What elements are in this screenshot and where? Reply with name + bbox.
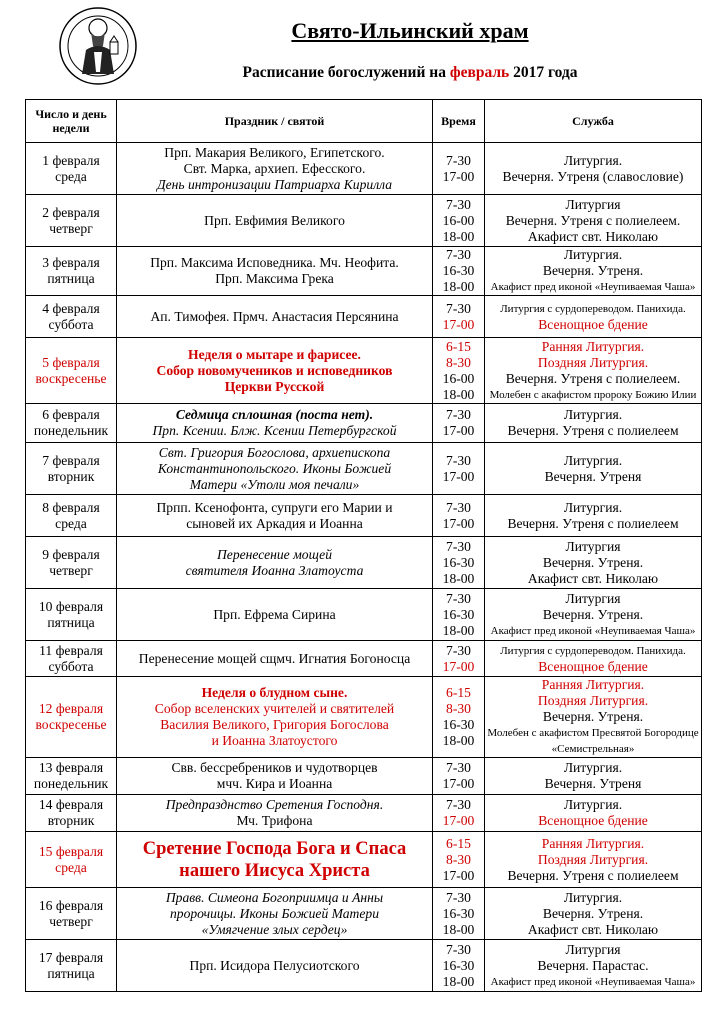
time-line: 7-30 bbox=[446, 247, 471, 262]
service-line: Всенощное бдение bbox=[538, 658, 648, 674]
feast-line: нашего Иисуса Христа bbox=[179, 860, 370, 881]
time-line: 17-00 bbox=[442, 813, 475, 828]
time-cell bbox=[433, 537, 485, 589]
feast-cell bbox=[117, 589, 433, 641]
service-line: Литургия bbox=[565, 590, 621, 606]
feast-cell bbox=[117, 537, 433, 589]
service-line: Литургия с сурдопереводом. Панихида. bbox=[500, 644, 686, 657]
time-line: 18-00 bbox=[442, 622, 475, 638]
feast-line: мчч. Кира и Иоанна bbox=[216, 776, 333, 791]
service-line: Всенощное бдение bbox=[538, 813, 648, 828]
service-line: «Семистрельная» bbox=[551, 743, 635, 755]
service-cell bbox=[485, 832, 702, 888]
date-cell bbox=[26, 296, 117, 338]
feast-line: Свт. Марка, архиеп. Ефесского. bbox=[183, 160, 366, 176]
service-cell bbox=[485, 677, 702, 758]
service-cell bbox=[485, 338, 702, 404]
service-cell bbox=[485, 247, 702, 296]
date-cell bbox=[26, 143, 117, 195]
date-line: пятница bbox=[47, 965, 95, 981]
time-line: 17-00 bbox=[442, 168, 475, 184]
service-line: Литургия с сурдопереводом. Панихида. bbox=[500, 302, 686, 315]
column-header-feast: Праздник / святой bbox=[117, 100, 433, 143]
time-cell bbox=[433, 589, 485, 641]
service-line: Вечерня. Утреня. bbox=[542, 905, 644, 921]
service-cell bbox=[485, 537, 702, 589]
table-row bbox=[26, 338, 702, 404]
table-header-row bbox=[26, 100, 702, 143]
service-line: Вечерня. Утреня bbox=[544, 776, 642, 791]
time-line: 7-30 bbox=[446, 452, 471, 468]
table-row bbox=[26, 940, 702, 992]
service-line: Поздняя Литургия. bbox=[537, 354, 649, 370]
time-line: 16-00 bbox=[442, 370, 475, 386]
feast-line: Прп. Евфимия Великого bbox=[204, 212, 345, 228]
time-cell bbox=[433, 443, 485, 495]
time-line: 6-15 bbox=[446, 685, 471, 700]
feast-line: Мч. Трифона bbox=[236, 813, 313, 828]
column-header-date: Число и день недели bbox=[26, 100, 117, 143]
date-line: 12 февраля bbox=[38, 701, 104, 716]
service-line: Вечерня. Утреня. bbox=[542, 606, 644, 622]
feast-line: Прп. Макария Великого, Египетского. bbox=[164, 144, 385, 160]
service-line: Вечерня. Утреня с полиелеем. bbox=[505, 212, 681, 228]
date-line: 8 февраля bbox=[42, 499, 100, 515]
date-cell bbox=[26, 940, 117, 992]
time-cell bbox=[433, 143, 485, 195]
feast-line: Собор новомучеников и исповедников bbox=[156, 362, 393, 378]
feast-line: Седмица сплошная (поста нет). bbox=[175, 407, 374, 422]
service-line: Литургия bbox=[565, 941, 621, 957]
service-line: Молебен с акафистом пророку Божию Илии bbox=[489, 388, 697, 401]
time-line: 7-30 bbox=[446, 407, 471, 422]
table-row bbox=[26, 795, 702, 832]
feast-cell bbox=[117, 338, 433, 404]
table-row bbox=[26, 143, 702, 195]
table-row bbox=[26, 195, 702, 247]
time-line: 7-30 bbox=[446, 152, 471, 168]
service-line: Ранняя Литургия. bbox=[541, 835, 645, 851]
date-line: 15 февраля bbox=[38, 843, 104, 859]
feast-cell bbox=[117, 143, 433, 195]
feast-line: Матери «Утоли моя печали» bbox=[189, 476, 360, 492]
date-cell bbox=[26, 795, 117, 832]
table-row bbox=[26, 495, 702, 537]
service-cell bbox=[485, 404, 702, 443]
feast-cell bbox=[117, 677, 433, 758]
table-row bbox=[26, 537, 702, 589]
feast-cell bbox=[117, 443, 433, 495]
service-line: Акафист пред иконой «Неупиваемая Чаша» bbox=[490, 281, 696, 293]
service-line: Акафист свт. Николаю bbox=[527, 570, 659, 586]
service-line: Вечерня. Утреня с полиелеем bbox=[507, 423, 679, 438]
time-line: 16-30 bbox=[442, 554, 475, 570]
time-line: 7-30 bbox=[446, 499, 471, 515]
date-line: четверг bbox=[49, 913, 93, 929]
feast-line: Свв. бессребреников и чудотворцев bbox=[171, 760, 378, 775]
table-row bbox=[26, 443, 702, 495]
feast-line: Василия Великого, Григория Богослова bbox=[160, 717, 389, 732]
time-line: 7-30 bbox=[446, 797, 471, 812]
feast-cell bbox=[117, 495, 433, 537]
time-line: 18-00 bbox=[442, 386, 475, 402]
time-line: 7-30 bbox=[446, 300, 471, 316]
feast-line: Ап. Тимофея. Прмч. Анастасия Персянина bbox=[150, 308, 399, 324]
date-line: среда bbox=[55, 859, 87, 875]
date-line: 7 февраля bbox=[42, 452, 100, 468]
date-line: 14 февраля bbox=[38, 797, 104, 812]
time-line: 16-30 bbox=[442, 957, 475, 973]
date-line: понедельник bbox=[33, 776, 109, 791]
time-line: 16-00 bbox=[442, 212, 475, 228]
time-line: 18-00 bbox=[442, 570, 475, 586]
feast-cell bbox=[117, 940, 433, 992]
time-line: 18-00 bbox=[442, 973, 475, 989]
table-row bbox=[26, 296, 702, 338]
time-line: 18-00 bbox=[442, 921, 475, 937]
time-line: 17-00 bbox=[442, 423, 475, 438]
table-row bbox=[26, 832, 702, 888]
feast-cell bbox=[117, 641, 433, 677]
date-line: пятница bbox=[47, 614, 95, 630]
table-row bbox=[26, 641, 702, 677]
table-row bbox=[26, 888, 702, 940]
service-line: Акафист пред иконой «Неупиваемая Чаша» bbox=[490, 975, 696, 988]
feast-line: Прпп. Ксенофонта, супруги его Марии и bbox=[156, 499, 393, 515]
service-line: Поздняя Литургия. bbox=[537, 693, 649, 708]
date-line: среда bbox=[55, 168, 87, 184]
service-line: Вечерня. Утреня. bbox=[542, 709, 644, 724]
time-line: 8-30 bbox=[446, 354, 471, 370]
service-line: Литургия. bbox=[563, 760, 623, 775]
date-line: вторник bbox=[47, 468, 95, 484]
service-cell bbox=[485, 143, 702, 195]
time-line: 16-30 bbox=[442, 263, 475, 278]
time-line: 7-30 bbox=[446, 196, 471, 212]
feast-line: Перенесение мощей сщмч. Игнатия Богоносца bbox=[138, 650, 411, 666]
service-cell bbox=[485, 888, 702, 940]
service-cell bbox=[485, 589, 702, 641]
time-line: 8-30 bbox=[446, 851, 471, 867]
service-line: Вечерня. Парастас. bbox=[537, 957, 649, 973]
time-cell bbox=[433, 195, 485, 247]
time-line: 17-00 bbox=[442, 515, 475, 531]
feast-line: Собор вселенских учителей и святителей bbox=[154, 701, 395, 716]
service-line: Литургия bbox=[565, 196, 621, 212]
time-line: 16-30 bbox=[442, 905, 475, 921]
time-line: 7-30 bbox=[446, 642, 471, 658]
date-line: 1 февраля bbox=[42, 152, 100, 168]
date-line: 6 февраля bbox=[42, 407, 100, 422]
column-header-service: Служба bbox=[485, 100, 702, 143]
time-line: 6-15 bbox=[446, 338, 471, 354]
service-line: Вечерня. Утреня (славословие) bbox=[502, 168, 684, 184]
time-cell bbox=[433, 758, 485, 795]
feast-line: Прп. Максима Грека bbox=[215, 271, 334, 286]
date-line: понедельник bbox=[33, 423, 109, 438]
feast-cell bbox=[117, 195, 433, 247]
time-line: 17-00 bbox=[442, 776, 475, 791]
service-line: Поздняя Литургия. bbox=[537, 851, 649, 867]
date-line: 9 февраля bbox=[42, 546, 100, 562]
date-line: воскресенье bbox=[35, 717, 107, 732]
date-line: 5 февраля bbox=[42, 354, 100, 370]
subtitle-month: февраль bbox=[449, 64, 510, 81]
date-cell bbox=[26, 495, 117, 537]
date-line: 17 февраля bbox=[38, 949, 104, 965]
date-line: четверг bbox=[49, 220, 93, 236]
time-line: 7-30 bbox=[446, 538, 471, 554]
feast-cell bbox=[117, 296, 433, 338]
date-line: вторник bbox=[47, 813, 95, 828]
time-cell bbox=[433, 296, 485, 338]
page-subtitle: Расписание богослужений на февраль 2017 года bbox=[242, 64, 578, 81]
date-line: 11 февраля bbox=[39, 642, 103, 658]
service-line: Акафист пред иконой «Неупиваемая Чаша» bbox=[490, 624, 696, 637]
table-row bbox=[26, 247, 702, 296]
feast-line: Правв. Симеона Богоприимца и Анны bbox=[165, 889, 384, 905]
service-cell bbox=[485, 195, 702, 247]
time-line: 7-30 bbox=[446, 941, 471, 957]
feast-cell bbox=[117, 247, 433, 296]
time-line: 16-30 bbox=[442, 606, 475, 622]
feast-line: Перенесение мощей bbox=[216, 546, 333, 562]
time-cell bbox=[433, 404, 485, 443]
service-line: Литургия. bbox=[563, 247, 623, 262]
service-line: Литургия. bbox=[563, 407, 623, 422]
service-line: Вечерня. Утреня с полиелеем bbox=[507, 867, 679, 883]
feast-line: Прп. Ефрема Сирина bbox=[213, 606, 336, 622]
service-cell bbox=[485, 940, 702, 992]
feast-line: пророчицы. Иконы Божией Матери bbox=[169, 905, 380, 921]
time-cell bbox=[433, 641, 485, 677]
feast-cell bbox=[117, 758, 433, 795]
service-cell bbox=[485, 795, 702, 832]
service-line: Вечерня. Утреня. bbox=[542, 263, 644, 278]
feast-line: Неделя о блудном сыне. bbox=[201, 685, 348, 700]
service-line: Вечерня. Утреня. bbox=[542, 554, 644, 570]
feast-line: Константинопольского. Иконы Божией bbox=[157, 460, 392, 476]
time-line: 8-30 bbox=[446, 701, 471, 716]
time-cell bbox=[433, 338, 485, 404]
feast-line: Церкви Русской bbox=[224, 378, 325, 394]
time-cell bbox=[433, 247, 485, 296]
date-line: четверг bbox=[49, 562, 93, 578]
time-line: 6-15 bbox=[446, 835, 471, 851]
feast-cell bbox=[117, 404, 433, 443]
feast-line: святителя Иоанна Златоуста bbox=[185, 562, 364, 578]
feast-line: Прп. Исидора Пелусиотского bbox=[189, 957, 360, 973]
feast-cell bbox=[117, 795, 433, 832]
date-line: пятница bbox=[47, 271, 95, 286]
feast-line: День интронизации Патриарха Кирилла bbox=[156, 176, 393, 192]
time-line: 7-30 bbox=[446, 889, 471, 905]
date-line: 10 февраля bbox=[38, 598, 104, 614]
time-cell bbox=[433, 795, 485, 832]
service-line: Литургия. bbox=[563, 152, 623, 168]
service-line: Всенощное бдение bbox=[538, 316, 648, 332]
service-cell bbox=[485, 443, 702, 495]
time-cell bbox=[433, 832, 485, 888]
date-line: воскресенье bbox=[35, 370, 107, 386]
service-cell bbox=[485, 296, 702, 338]
time-line: 17-00 bbox=[442, 316, 475, 332]
service-line: Ранняя Литургия. bbox=[541, 338, 645, 354]
table-row bbox=[26, 404, 702, 443]
service-line: Акафист свт. Николаю bbox=[527, 228, 659, 244]
page-title: Свято-Ильинский храм bbox=[291, 18, 529, 43]
feast-cell bbox=[117, 832, 433, 888]
service-cell bbox=[485, 641, 702, 677]
time-line: 18-00 bbox=[442, 279, 475, 294]
time-cell bbox=[433, 940, 485, 992]
service-line: Молебен с акафистом Пресвятой Богородице bbox=[487, 727, 699, 739]
time-cell bbox=[433, 888, 485, 940]
time-line: 18-00 bbox=[442, 228, 475, 244]
service-line: Вечерня. Утреня с полиелеем bbox=[507, 515, 679, 531]
service-line: Литургия bbox=[565, 538, 621, 554]
time-line: 16-30 bbox=[442, 717, 475, 732]
service-line: Акафист свт. Николаю bbox=[527, 921, 659, 937]
date-cell bbox=[26, 404, 117, 443]
feast-line: Неделя о мытаре и фарисее. bbox=[188, 346, 361, 362]
column-header-time: Время bbox=[433, 100, 485, 143]
service-line: Литургия. bbox=[563, 889, 623, 905]
time-cell bbox=[433, 495, 485, 537]
service-line: Вечерня. Утреня с полиелеем. bbox=[505, 370, 681, 386]
date-cell bbox=[26, 758, 117, 795]
date-cell bbox=[26, 589, 117, 641]
feast-line: Сретение Господа Бога и Спаса bbox=[142, 838, 407, 859]
table-row bbox=[26, 589, 702, 641]
date-cell bbox=[26, 888, 117, 940]
service-line: Литургия. bbox=[563, 797, 623, 812]
service-cell bbox=[485, 758, 702, 795]
table-row bbox=[26, 677, 702, 758]
schedule-table bbox=[25, 99, 702, 992]
time-line: 7-30 bbox=[446, 760, 471, 775]
feast-cell bbox=[117, 888, 433, 940]
date-line: среда bbox=[55, 515, 87, 531]
service-cell bbox=[485, 495, 702, 537]
table-row bbox=[26, 758, 702, 795]
time-line: 7-30 bbox=[446, 590, 471, 606]
date-cell bbox=[26, 677, 117, 758]
feast-line: Прп. Ксении. Блж. Ксении Петербургской bbox=[152, 423, 397, 438]
feast-line: Свт. Григория Богослова, архиепископа bbox=[158, 444, 391, 460]
service-line: Литургия. bbox=[563, 499, 623, 515]
time-line: 17-00 bbox=[442, 658, 475, 674]
time-line: 18-00 bbox=[442, 733, 475, 748]
feast-line: и Иоанна Златоустого bbox=[211, 733, 338, 748]
service-line: Ранняя Литургия. bbox=[541, 677, 645, 692]
time-line: 17-00 bbox=[442, 468, 475, 484]
feast-line: «Умягчение злых сердец» bbox=[201, 921, 348, 937]
time-cell bbox=[433, 677, 485, 758]
feast-line: сыновей их Аркадия и Иоанна bbox=[186, 515, 363, 531]
date-cell bbox=[26, 832, 117, 888]
service-line: Вечерня. Утреня bbox=[544, 468, 642, 484]
date-cell bbox=[26, 537, 117, 589]
time-line: 17-00 bbox=[442, 867, 475, 883]
date-cell bbox=[26, 641, 117, 677]
feast-line: Предпразднство Сретения Господня. bbox=[165, 797, 384, 812]
date-line: 16 февраля bbox=[38, 897, 104, 913]
date-cell bbox=[26, 338, 117, 404]
date-line: 2 февраля bbox=[42, 204, 100, 220]
date-line: 3 февраля bbox=[42, 255, 100, 270]
date-line: суббота bbox=[48, 316, 94, 332]
date-cell bbox=[26, 195, 117, 247]
date-cell bbox=[26, 247, 117, 296]
date-line: 13 февраля bbox=[38, 760, 104, 775]
date-line: 4 февраля bbox=[42, 300, 100, 316]
service-line: Литургия. bbox=[563, 452, 623, 468]
date-line: суббота bbox=[48, 658, 94, 674]
feast-line: Прп. Максима Исповедника. Мч. Неофита. bbox=[150, 255, 399, 270]
date-cell bbox=[26, 443, 117, 495]
